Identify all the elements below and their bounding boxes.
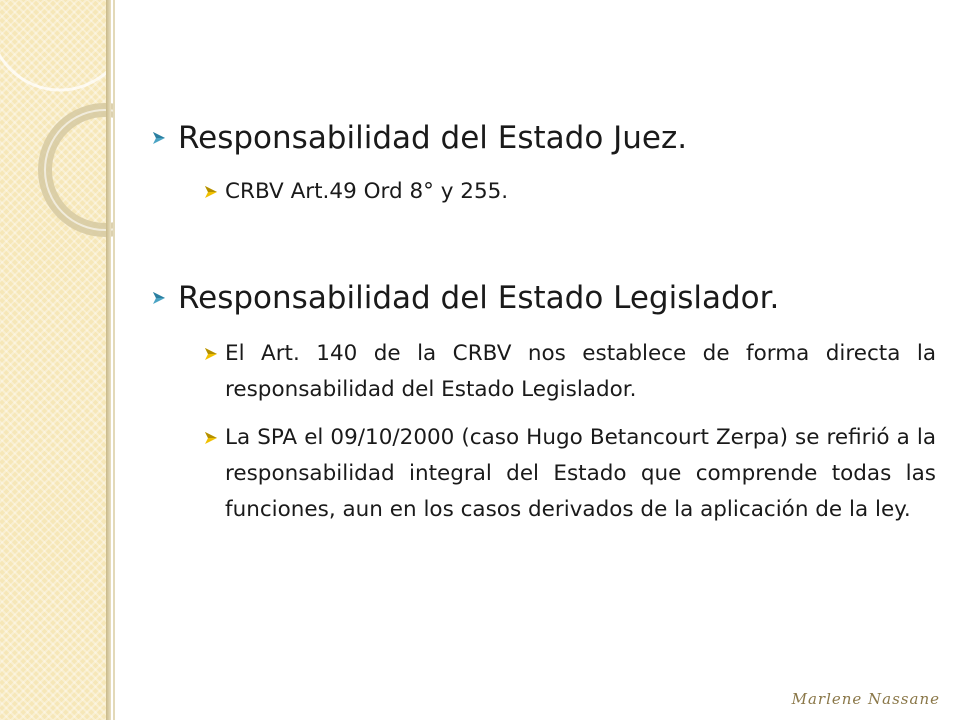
sub-bullet-text: CRBV Art.49 Ord 8° y 255. [225,179,509,204]
sub-bullet-text: El Art. 140 de la CRBV nos establece de forma directa la responsabilidad del Estado Legislador. [225,341,936,402]
decorative-circles-graphic [0,0,115,260]
sub-bullet-art-140 [197,336,936,408]
author-footer: Marlene Nassane [791,690,940,708]
bullet-text: Responsabilidad del Estado Juez. [178,120,688,156]
decorative-side-rule-thin [113,0,115,720]
decorative-side-rule [106,0,111,720]
bullet-estado-juez [140,118,936,158]
arrow-bullet-icon [197,420,225,456]
sub-bullet-crbv-art-49 [197,174,936,210]
arrow-bullet-icon [140,278,178,318]
arrow-bullet-icon [140,118,178,158]
bullet-text: Responsabilidad del Estado Legislador. [178,280,780,316]
arrow-bullet-icon [197,336,225,372]
sub-bullet-spa-2000 [197,420,936,528]
arrow-bullet-icon [197,174,225,210]
bullet-estado-legislador [140,278,936,318]
sub-bullet-text: La SPA el 09/10/2000 (caso Hugo Betancourt Zerpa) se refirió a la responsabilidad integral del Estado que comprende todas las funciones, aun en los casos derivados de la aplicación de la ley. [225,425,936,522]
